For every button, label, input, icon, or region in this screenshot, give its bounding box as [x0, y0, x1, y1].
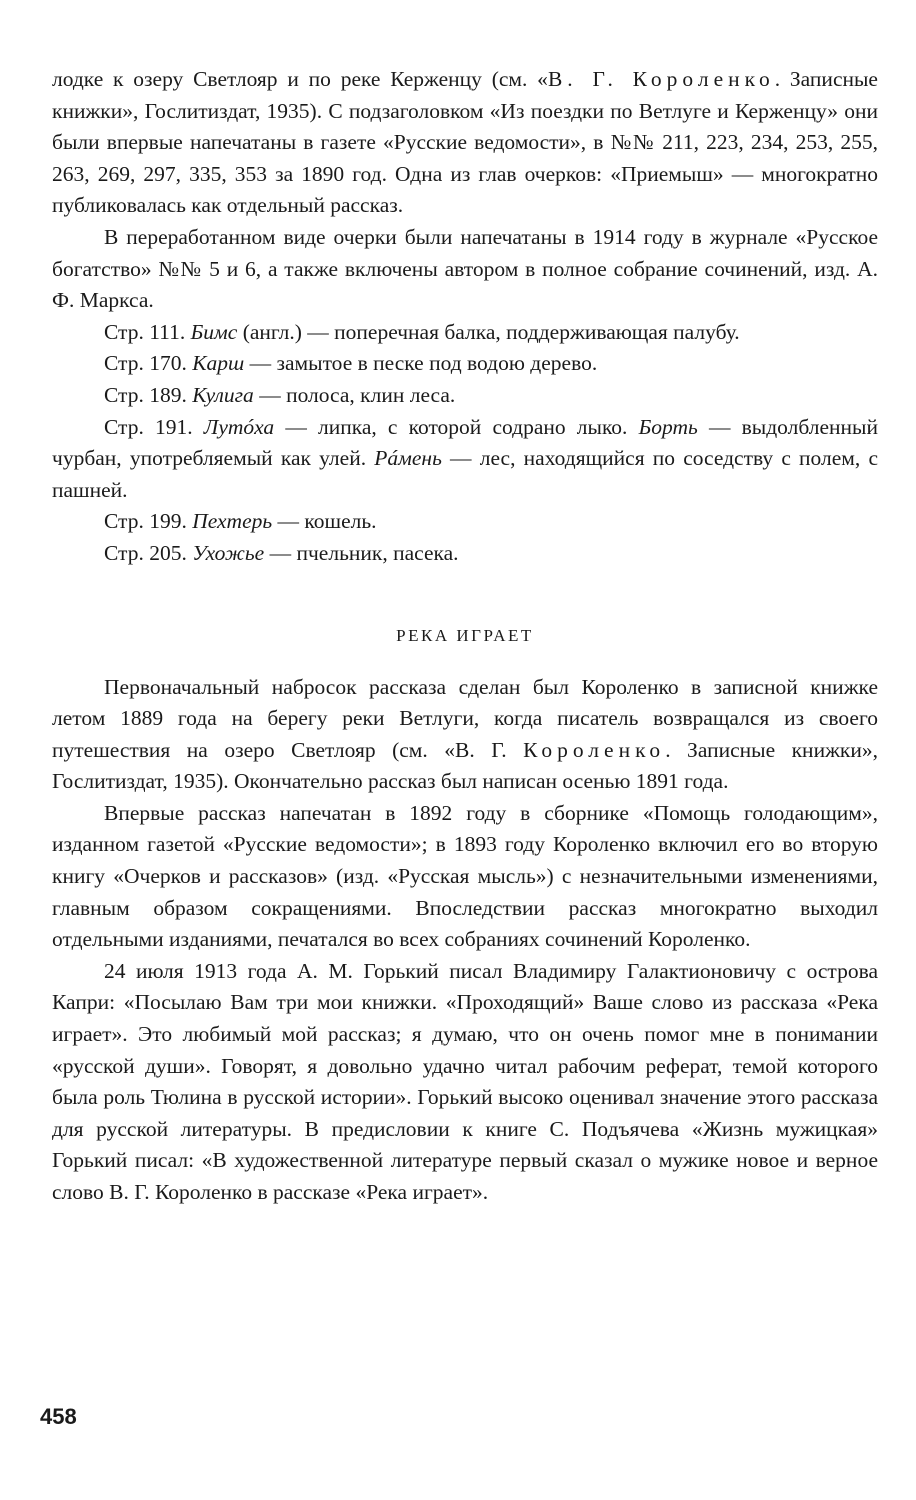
note-page-ref: Стр. 205.: [104, 540, 193, 565]
note-term: Кулига: [192, 382, 254, 407]
page-body: [52, 64, 878, 1209]
note-definition: — лес, находящийся по соседству с полем, с пашней.: [52, 446, 878, 502]
note-page-ref: Стр. 170.: [104, 351, 193, 376]
note-term: Ухожье: [192, 540, 265, 565]
revised-edition-paragraph: В переработанном виде очерки были напечатаны в 1914 году в журнале «Русское богатство» №№ 5 и 6, а также включены автором в полное собрание сочинений, изд. А. Ф. Маркса.: [52, 224, 878, 313]
note-definition: — пчельник, пасека.: [264, 540, 459, 565]
note-definition: — липка, с которой содрано лыко.: [274, 414, 639, 439]
note-item: [52, 317, 878, 349]
intro-text-2: . Записные книжки», Гослитиздат, 1935). С подзаголовком «Из поездки по Ветлуге и Керженцу» они были впервые напечатаны в газете «Русские ведомости», в №№ 211, 223, 234, 253, 255, 263, 269, 297, 335, 353 за 1890 год. Одна из глав очерков: «Приемыш» — многократно публиковалась как отдельный рассказ.: [52, 67, 878, 218]
intro-paragraph: [52, 64, 878, 222]
note-item: [52, 538, 878, 570]
note-definition: (англ.) — поперечная балка, поддерживающая палубу.: [237, 319, 740, 344]
page-number: 458: [40, 1404, 77, 1429]
section-text-1a: Первоначальный набросок рассказа сделан был Короленко в записной книжке летом 1889 года на берегу реки Ветлуги, когда писатель возвращался из своего путешествия на озеро Светлояр (см. «В. Г.: [52, 674, 878, 762]
section-paragraph-3: 24 июля 1913 года А. М. Горький писал Владимиру Галактионовичу с острова Капри: «Посылаю Вам три мои книжки. «Проходящий» Ваше слово из рассказа «Река играет». Это любимый мой рассказ; я думаю, что он очень помог мне в понимании «русской души». Говорят, я довольно удачно читал рабочим реферат, темой которого была роль Тюлина в русской истории». Горький высоко оценивал значение этого рассказа для русской литературы. В предисловии к книге С. Подъячева «Жизнь мужицкая» Горький писал: «В художественной литературе первый сказал о мужике новое и верное слово В. Г. Короленко в рассказе «Река играет».: [52, 958, 878, 1204]
note-term: Рáмень: [374, 446, 442, 471]
note-page-ref: Стр. 191.: [104, 414, 204, 439]
note-item-191: [52, 412, 878, 507]
note-definition: — кошель.: [272, 509, 377, 534]
section-title: РЕКА ИГРАЕТ: [396, 625, 534, 645]
note-definition: — полоса, клин леса.: [253, 382, 456, 407]
note-page-ref: Стр. 199.: [104, 509, 193, 534]
section-paragraph-2: Впервые рассказ напечатан в 1892 году в сборнике «Помощь голодающим», изданном газетой «Русские ведомости»; в 1893 году Короленко включил его во вторую книгу «Очерков и рассказов» (изд. «Русская мысль») с незначительными изменениями, главным образом сокращениями. Впоследствии рассказ многократно выходил отдельными изданиями, печатался во всех собраниях сочинений Короленко.: [52, 800, 878, 952]
note-item: [52, 506, 878, 538]
author-name-spaced: Короленко: [523, 737, 666, 762]
intro-text-1: лодке к озеру Светлояр и по реке Керженцу (см. «: [52, 67, 548, 91]
note-term: Пехтерь: [192, 509, 273, 534]
section-text-1b: . Записные книжки», Гослитиздат, 1935). Окончательно рассказ был написан осенью 1891 года.: [52, 737, 879, 794]
note-term: Лутóха: [203, 414, 275, 439]
note-term: Борть: [638, 414, 698, 439]
section-paragraph-1: [52, 672, 878, 798]
note-term: Карш: [192, 351, 245, 376]
note-definition: — выдолбленный чурбан, употребляемый как улей.: [52, 414, 878, 471]
note-item: [52, 380, 878, 412]
note-page-ref: Стр. 189.: [104, 382, 193, 407]
author-name-spaced: В. Г. Короленко: [547, 67, 775, 91]
note-item: [52, 348, 878, 380]
note-definition: — замытое в песке под водою дерево.: [244, 351, 598, 376]
note-term: Бимс: [190, 319, 238, 344]
note-page-ref: Стр. 111.: [104, 319, 191, 344]
